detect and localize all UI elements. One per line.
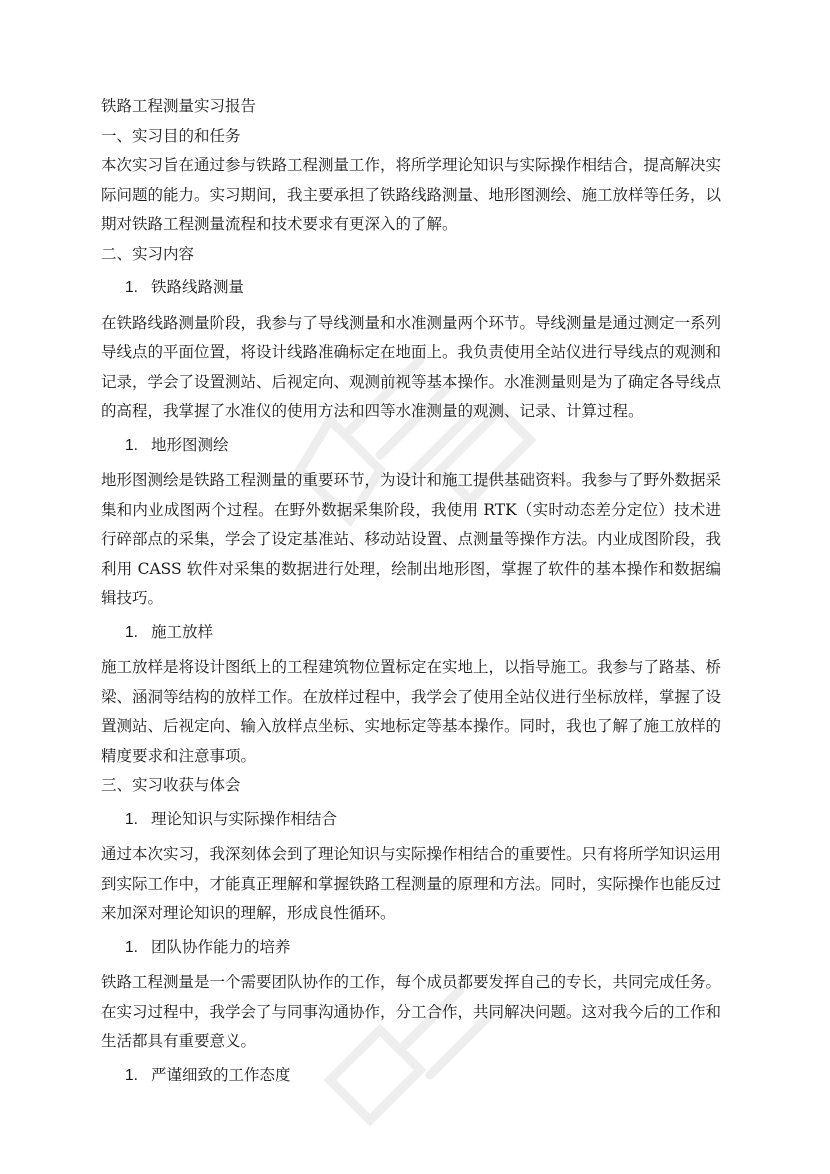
list-item-title: 严谨细致的工作态度 [151,1065,291,1084]
list-item-title: 理论知识与实际操作相结合 [151,809,338,828]
list-item-paragraph: 施工放样是将设计图纸上的工程建筑物位置标定在实地上，以指导施工。我参与了路基、桥梁、涵洞等结构的放样工作。在放样过程中，我学会了使用全站仪进行坐标放样，掌握了设置测站、后视定向、输入放样点坐标、实地标定等基本操作。同时，我也了解了施工放样的精度要求和注意事项。 [101,658,722,765]
list-item-paragraph: 在铁路线路测量阶段，我参与了导线测量和水准测量两个环节。导线测量是通过测定一系列导线点的平面位置，将设计线路准确标定在地面上。我负责使用全站仪进行导线点的观测和记录，学会了设置测站、后视定向、观测前视等基本操作。水准测量则是为了确定各导线点的高程，我掌握了水准仪的使用方法和四等水准测量的观测、记录、计算过程。 [101,313,722,420]
list-item [125,1061,721,1091]
list-item [125,273,721,303]
document-body [101,92,721,1096]
section-heading-1: 一、实习目的和任务 [101,126,241,145]
list-number: 1. [125,436,138,454]
section-heading-2: 二、实习内容 [101,244,195,263]
list-item-paragraph: 铁路工程测量是一个需要团队协作的工作，每个成员都要发挥自己的专长，共同完成任务。在实习过程中，我学会了与同事沟通协作，分工合作，共同解决问题。这对我今后的工作和生活都具有重要意义。 [101,973,722,1050]
section-heading-3: 三、实习收获与体会 [101,776,241,794]
list-item [125,431,721,461]
list-item-paragraph: 通过本次实习，我深刻体会到了理论知识与实际操作相结合的重要性。只有将所学知识运用到实际工作中，才能真正理解和掌握铁路工程测量的原理和方法。同时，实际操作也能反过来加深对理论知识的理解，形成良性循环。 [101,845,722,922]
list-item-title: 团队协作能力的培养 [151,937,291,956]
list-number: 1. [125,623,138,641]
list-item-paragraph: 地形图测绘是铁路工程测量的重要环节，为设计和施工提供基础资料。我参与了野外数据采集和内业成图两个过程。在野外数据采集阶段，我使用 RTK（实时动态差分定位）技术进行碎部点的采集，学会了设定基准站、移动站设置、点测量等操作方法。内业成图阶段，我利用 CASS 软件对采集的数据进行处理，绘制出地形图，掌握了软件的基本操作和数据编辑技巧。 [101,471,722,607]
list-item [125,618,721,648]
list-item [125,933,721,963]
document-title: 铁路工程测量实习报告 [101,97,257,115]
list-item-title: 施工放样 [151,622,214,641]
list-number: 1. [125,1066,138,1084]
list-item-title: 地形图测绘 [151,435,229,454]
list-number: 1. [125,810,138,828]
list-item [125,805,721,835]
list-number: 1. [125,279,138,296]
section-1-paragraph: 本次实习旨在通过参与铁路工程测量工作，将所学理论知识与实际操作相结合，提高解决实际问题的能力。实习期间，我主要承担了铁路线路测量、地形图测绘、施工放样等任务，以期对铁路工程测量流程和技术要求有更深入的了解。 [101,156,722,233]
list-item-title: 铁路线路测量 [151,278,245,296]
list-number: 1. [125,938,138,956]
